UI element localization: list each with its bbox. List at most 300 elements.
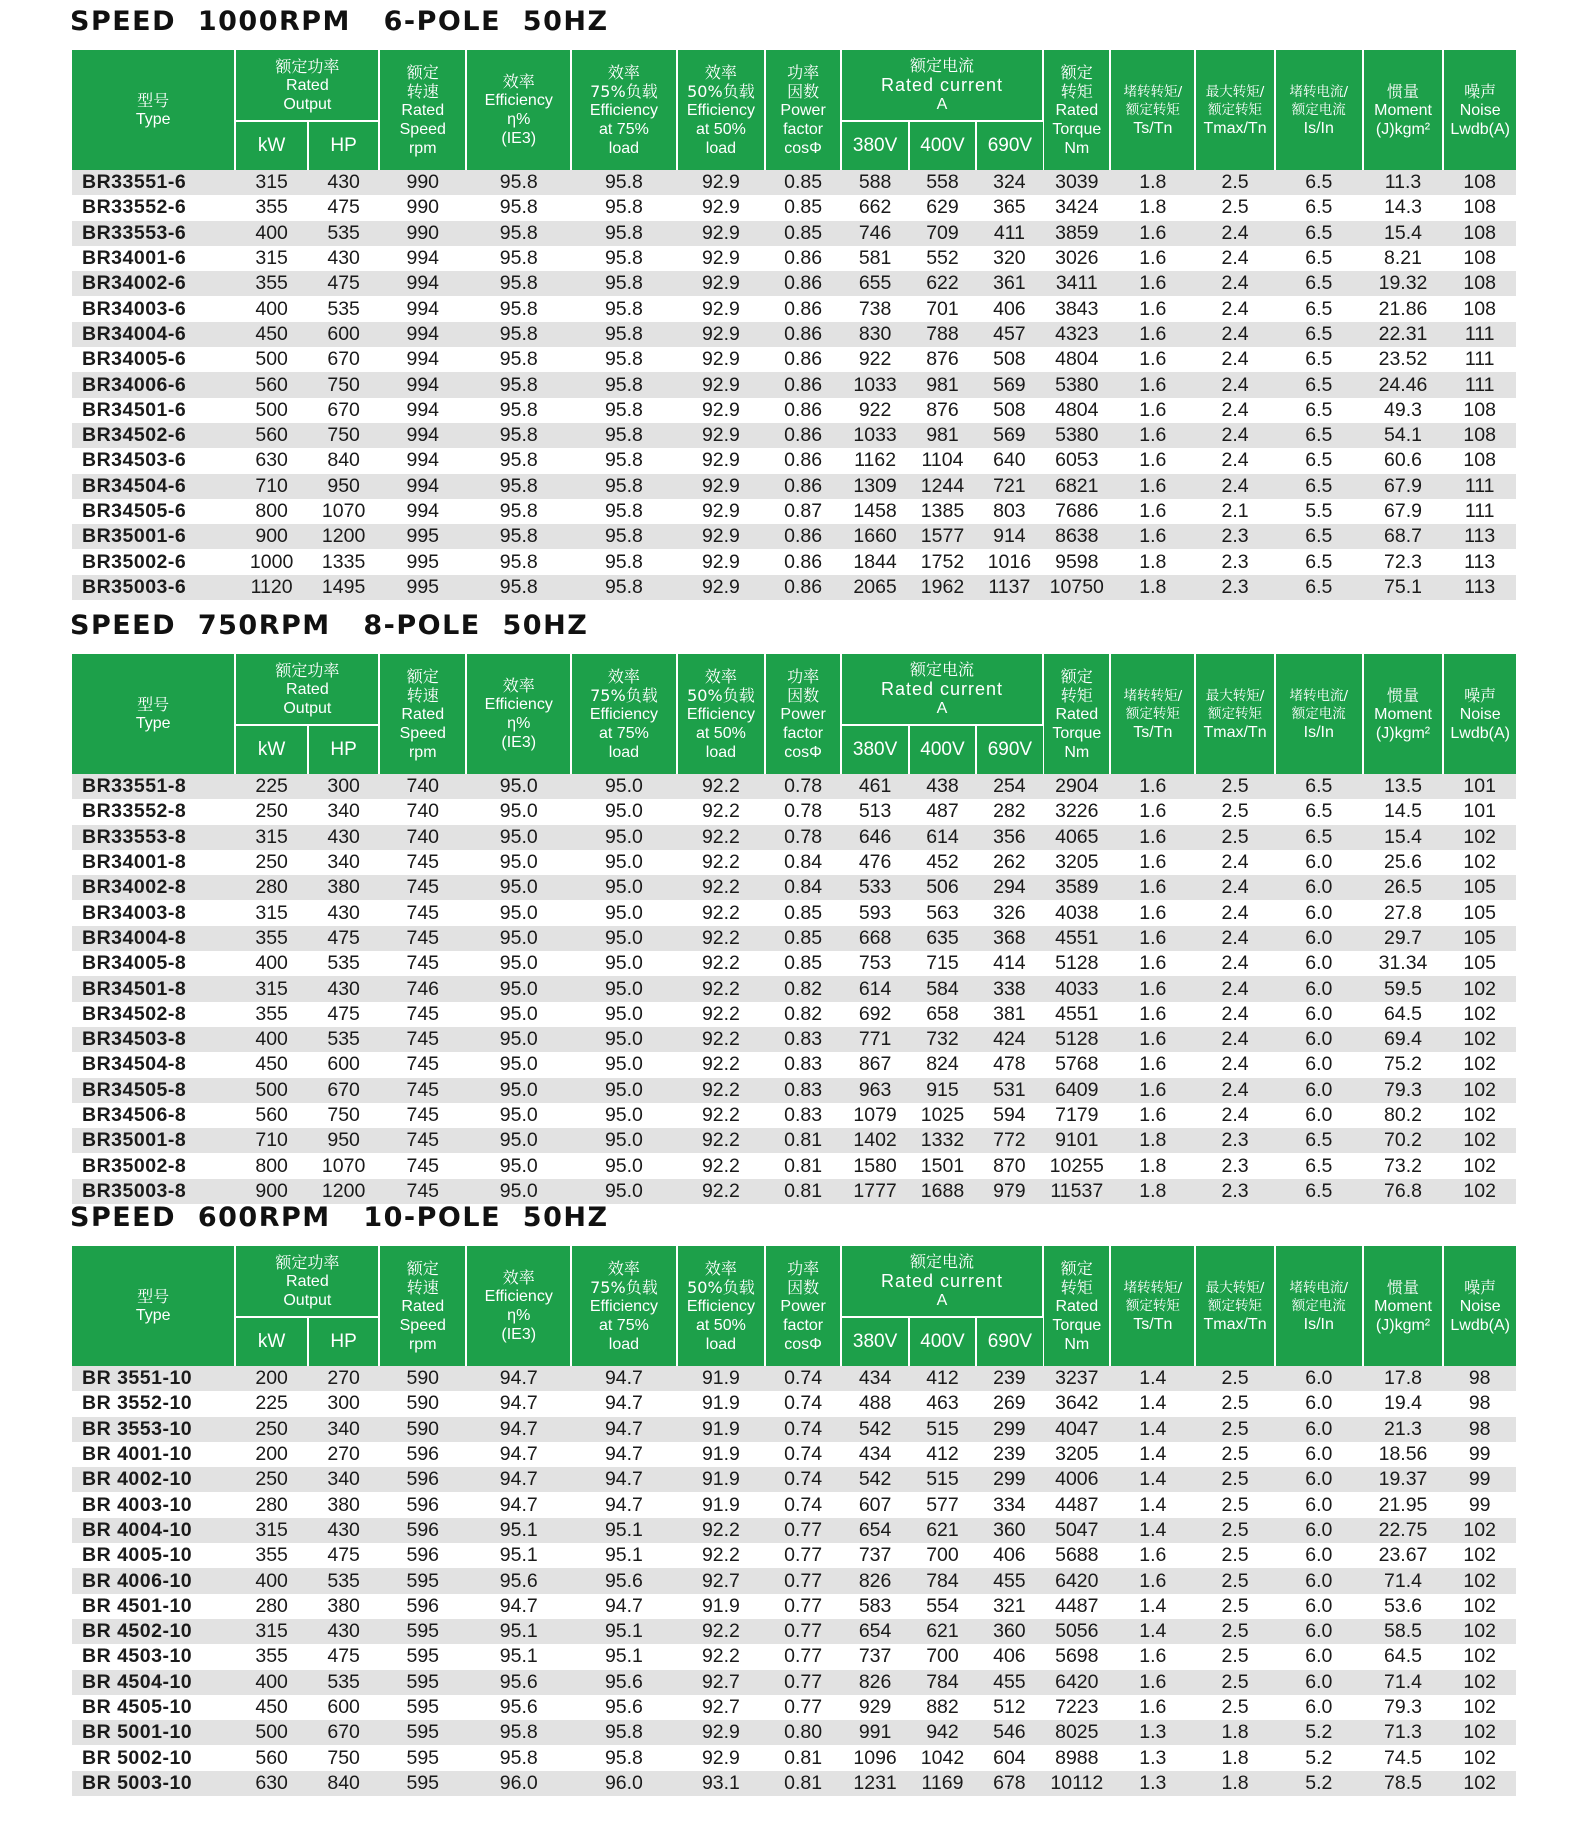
table-row [72,951,1516,976]
value-cell: 64.5 [1363,1002,1444,1027]
value-cell: 95.0 [466,825,571,850]
table-row [72,1492,1516,1517]
value-cell: 3843 [1043,296,1110,321]
value-cell: 92.9 [677,398,766,423]
value-cell: 92.2 [677,1027,766,1052]
spec-table [72,50,1516,600]
value-cell: 590 [379,1391,466,1416]
col-noise: 噪声 Noise Lwdb(A) [1443,50,1516,170]
table-header [72,50,1516,170]
value-cell: 92.9 [677,170,766,195]
value-cell: 250 [235,799,308,824]
value-cell: 95.8 [466,347,571,372]
value-cell: 239 [976,1366,1043,1391]
type-cell: BR34002-6 [72,271,235,296]
value-cell: 95.0 [466,1179,571,1204]
value-cell: 92.9 [677,575,766,600]
table-row [72,423,1516,448]
type-cell: BR35002-6 [72,549,235,574]
value-cell: 2.5 [1195,1492,1275,1517]
value-cell: 102 [1443,1543,1516,1568]
value-cell: 31.34 [1363,951,1444,976]
value-cell: 1070 [308,1153,379,1178]
value-cell: 2.1 [1195,499,1275,524]
value-cell: 26.5 [1363,875,1444,900]
value-cell: 2.4 [1195,398,1275,423]
value-cell: 225 [235,1391,308,1416]
value-cell: 0.85 [765,195,841,220]
value-cell: 745 [379,1103,466,1128]
value-cell: 1.4 [1110,1467,1195,1492]
value-cell: 430 [308,246,379,271]
value-cell: 406 [976,1644,1043,1669]
value-cell: 535 [308,1027,379,1052]
value-cell: 658 [909,1002,975,1027]
value-cell: 315 [235,170,308,195]
value-cell: 95.8 [466,372,571,397]
value-cell: 1169 [909,1771,975,1796]
value-cell: 745 [379,926,466,951]
value-cell: 0.74 [765,1467,841,1492]
value-cell: 10112 [1043,1771,1110,1796]
value-cell: 750 [308,1103,379,1128]
value-cell: 74.5 [1363,1745,1444,1770]
value-cell: 995 [379,524,466,549]
value-cell: 78.5 [1363,1771,1444,1796]
value-cell: 102 [1443,976,1516,1001]
value-cell: 1458 [841,499,909,524]
value-cell: 58.5 [1363,1619,1444,1644]
value-cell: 1025 [909,1103,975,1128]
value-cell: 701 [909,296,975,321]
col-hp: HP [308,121,379,170]
table-row [72,474,1516,499]
value-cell: 535 [308,296,379,321]
value-cell: 670 [308,1720,379,1745]
section-title: SPEED 1000RPM 6-POLE 50HZ [70,6,609,37]
value-cell: 19.4 [1363,1391,1444,1416]
table-row [72,1078,1516,1103]
value-cell: 25.6 [1363,850,1444,875]
value-cell: 2.5 [1195,1391,1275,1416]
col-eff-50: 效率 50%负载 Efficiency at 50% load [677,1246,766,1366]
value-cell: 200 [235,1366,308,1391]
value-cell: 108 [1443,246,1516,271]
col-eff-50: 效率 50%负载 Efficiency at 50% load [677,654,766,774]
col-is-in: 堵转电流/ 额定电流 Is/In [1275,1246,1363,1366]
value-cell: 338 [976,976,1043,1001]
table-row [72,850,1516,875]
value-cell: 882 [909,1695,975,1720]
value-cell: 1.4 [1110,1619,1195,1644]
type-cell: BR34005-8 [72,951,235,976]
value-cell: 746 [379,976,466,1001]
value-cell: 2.3 [1195,575,1275,600]
value-cell: 0.78 [765,799,841,824]
value-cell: 95.0 [466,976,571,1001]
value-cell: 14.5 [1363,799,1444,824]
value-cell: 2.5 [1195,774,1275,799]
value-cell: 19.37 [1363,1467,1444,1492]
value-cell: 6.0 [1275,1027,1363,1052]
value-cell: 2.4 [1195,900,1275,925]
value-cell: 1844 [841,549,909,574]
value-cell: 94.7 [466,1391,571,1416]
value-cell: 500 [235,347,308,372]
value-cell: 280 [235,1594,308,1619]
value-cell: 1.6 [1110,825,1195,850]
value-cell: 94.7 [571,1492,676,1517]
value-cell: 914 [976,524,1043,549]
value-cell: 990 [379,195,466,220]
value-cell: 95.8 [571,1720,676,1745]
value-cell: 94.7 [466,1467,571,1492]
table-row [72,398,1516,423]
value-cell: 400 [235,296,308,321]
value-cell: 0.77 [765,1568,841,1593]
value-cell: 745 [379,850,466,875]
value-cell: 6420 [1043,1670,1110,1695]
value-cell: 92.9 [677,1720,766,1745]
value-cell: 430 [308,825,379,850]
table-row [72,799,1516,824]
value-cell: 430 [308,1619,379,1644]
value-cell: 355 [235,926,308,951]
value-cell: 994 [379,423,466,448]
value-cell: 0.87 [765,499,841,524]
value-cell: 108 [1443,296,1516,321]
value-cell: 0.86 [765,271,841,296]
value-cell: 753 [841,951,909,976]
value-cell: 6.5 [1275,825,1363,850]
value-cell: 92.2 [677,1153,766,1178]
value-cell: 542 [841,1467,909,1492]
value-cell: 750 [308,423,379,448]
value-cell: 1.6 [1110,221,1195,246]
value-cell: 2904 [1043,774,1110,799]
value-cell: 4065 [1043,825,1110,850]
value-cell: 740 [379,774,466,799]
value-cell: 0.74 [765,1366,841,1391]
value-cell: 8.21 [1363,246,1444,271]
value-cell: 6.5 [1275,322,1363,347]
value-cell: 2.5 [1195,799,1275,824]
type-cell: BR34005-6 [72,347,235,372]
value-cell: 6.0 [1275,1594,1363,1619]
value-cell: 105 [1443,951,1516,976]
table-row [72,1366,1516,1391]
value-cell: 4323 [1043,322,1110,347]
value-cell: 102 [1443,1103,1516,1128]
value-cell: 92.2 [677,1518,766,1543]
value-cell: 6.0 [1275,1103,1363,1128]
value-cell: 299 [976,1417,1043,1442]
value-cell: 600 [308,1695,379,1720]
value-cell: 709 [909,221,975,246]
value-cell: 569 [976,372,1043,397]
section-title: SPEED 750RPM 8-POLE 50HZ [70,610,589,641]
value-cell: 98 [1443,1366,1516,1391]
value-cell: 315 [235,1518,308,1543]
value-cell: 595 [379,1670,466,1695]
type-cell: BR34503-8 [72,1027,235,1052]
value-cell: 315 [235,976,308,1001]
type-cell: BR34503-6 [72,448,235,473]
value-cell: 6.5 [1275,799,1363,824]
value-cell: 595 [379,1619,466,1644]
value-cell: 53.6 [1363,1594,1444,1619]
value-cell: 95.8 [571,524,676,549]
col-ts-tn: 堵转转矩/ 额定转矩 Ts/Tn [1110,50,1195,170]
table-row [72,1745,1516,1770]
value-cell: 1070 [308,499,379,524]
col-efficiency: 效率 Efficiency η% (IE3) [466,654,571,774]
value-cell: 320 [976,246,1043,271]
col-noise: 噪声 Noise Lwdb(A) [1443,654,1516,774]
value-cell: 942 [909,1720,975,1745]
value-cell: 0.74 [765,1492,841,1517]
value-cell: 92.9 [677,448,766,473]
value-cell: 2.4 [1195,322,1275,347]
table-header [72,1246,1516,1366]
value-cell: 700 [909,1543,975,1568]
value-cell: 95.8 [466,322,571,347]
type-cell: BR34003-6 [72,296,235,321]
value-cell: 772 [976,1128,1043,1153]
value-cell: 595 [379,1568,466,1593]
value-cell: 92.9 [677,499,766,524]
value-cell: 102 [1443,1153,1516,1178]
value-cell: 990 [379,170,466,195]
col-is-in: 堵转电流/ 额定电流 Is/In [1275,654,1363,774]
value-cell: 254 [976,774,1043,799]
value-cell: 1.6 [1110,1568,1195,1593]
table-row [72,1027,1516,1052]
value-cell: 3589 [1043,875,1110,900]
value-cell: 95.6 [466,1670,571,1695]
value-cell: 321 [976,1594,1043,1619]
value-cell: 2.4 [1195,1002,1275,1027]
value-cell: 0.74 [765,1442,841,1467]
value-cell: 995 [379,575,466,600]
value-cell: 994 [379,296,466,321]
value-cell: 929 [841,1695,909,1720]
table-row [72,1720,1516,1745]
value-cell: 5047 [1043,1518,1110,1543]
value-cell: 102 [1443,1027,1516,1052]
value-cell: 92.9 [677,347,766,372]
value-cell: 784 [909,1568,975,1593]
value-cell: 95.8 [571,246,676,271]
value-cell: 315 [235,246,308,271]
value-cell: 270 [308,1366,379,1391]
value-cell: 113 [1443,524,1516,549]
table-row [72,926,1516,951]
value-cell: 95.0 [571,875,676,900]
table-row [72,1467,1516,1492]
value-cell: 1.6 [1110,875,1195,900]
value-cell: 424 [976,1027,1043,1052]
value-cell: 98 [1443,1417,1516,1442]
spec-table [72,1246,1516,1796]
value-cell: 1.6 [1110,926,1195,951]
value-cell: 411 [976,221,1043,246]
value-cell: 7179 [1043,1103,1110,1128]
value-cell: 0.77 [765,1619,841,1644]
value-cell: 600 [308,322,379,347]
value-cell: 3859 [1043,221,1110,246]
value-cell: 450 [235,1052,308,1077]
type-cell: BR 3552-10 [72,1391,235,1416]
value-cell: 2065 [841,575,909,600]
value-cell: 0.74 [765,1417,841,1442]
value-cell: 621 [909,1619,975,1644]
value-cell: 590 [379,1366,466,1391]
value-cell: 0.86 [765,448,841,473]
value-cell: 300 [308,1391,379,1416]
value-cell: 692 [841,1002,909,1027]
value-cell: 29.7 [1363,926,1444,951]
value-cell: 0.85 [765,221,841,246]
type-cell: BR 5002-10 [72,1745,235,1770]
value-cell: 450 [235,1695,308,1720]
value-cell: 94.7 [571,1391,676,1416]
type-cell: BR35003-6 [72,575,235,600]
value-cell: 3424 [1043,195,1110,220]
value-cell: 111 [1443,322,1516,347]
value-cell: 8638 [1043,524,1110,549]
value-cell: 96.0 [571,1771,676,1796]
value-cell: 1495 [308,575,379,600]
value-cell: 430 [308,170,379,195]
value-cell: 4033 [1043,976,1110,1001]
value-cell: 95.0 [571,774,676,799]
value-cell: 2.5 [1195,1442,1275,1467]
col-ts-tn: 堵转转矩/ 额定转矩 Ts/Tn [1110,1246,1195,1366]
value-cell: 73.2 [1363,1153,1444,1178]
type-cell: BR33553-6 [72,221,235,246]
value-cell: 740 [379,825,466,850]
value-cell: 662 [841,195,909,220]
value-cell: 750 [308,372,379,397]
table-row [72,1128,1516,1153]
value-cell: 92.9 [677,1745,766,1770]
type-cell: BR34001-6 [72,246,235,271]
value-cell: 0.81 [765,1179,841,1204]
value-cell: 0.86 [765,296,841,321]
col-rated-output: 额定功率 Rated Output [235,1246,379,1317]
value-cell: 95.0 [466,1153,571,1178]
type-cell: BR33552-8 [72,799,235,824]
value-cell: 870 [976,1153,1043,1178]
value-cell: 6.0 [1275,900,1363,925]
value-cell: 2.5 [1195,1417,1275,1442]
value-cell: 430 [308,1518,379,1543]
col-kw: kW [235,121,308,170]
value-cell: 0.77 [765,1644,841,1669]
value-cell: 6.5 [1275,575,1363,600]
value-cell: 96.0 [466,1771,571,1796]
value-cell: 771 [841,1027,909,1052]
value-cell: 0.83 [765,1078,841,1103]
table-body [72,170,1516,600]
value-cell: 981 [909,372,975,397]
value-cell: 412 [909,1366,975,1391]
value-cell: 59.5 [1363,976,1444,1001]
type-cell: BR34501-6 [72,398,235,423]
value-cell: 922 [841,398,909,423]
value-cell: 500 [235,1078,308,1103]
value-cell: 270 [308,1442,379,1467]
value-cell: 0.86 [765,524,841,549]
value-cell: 1.6 [1110,423,1195,448]
value-cell: 950 [308,474,379,499]
value-cell: 430 [308,900,379,925]
value-cell: 2.4 [1195,448,1275,473]
value-cell: 900 [235,1179,308,1204]
value-cell: 5.5 [1275,499,1363,524]
value-cell: 280 [235,1492,308,1517]
value-cell: 5.2 [1275,1745,1363,1770]
value-cell: 463 [909,1391,975,1416]
value-cell: 994 [379,322,466,347]
value-cell: 300 [308,774,379,799]
type-cell: BR34505-8 [72,1078,235,1103]
value-cell: 577 [909,1492,975,1517]
value-cell: 1.6 [1110,296,1195,321]
value-cell: 455 [976,1670,1043,1695]
value-cell: 71.4 [1363,1670,1444,1695]
value-cell: 1000 [235,549,308,574]
value-cell: 10750 [1043,575,1110,600]
value-cell: 60.6 [1363,448,1444,473]
value-cell: 108 [1443,271,1516,296]
value-cell: 640 [976,448,1043,473]
type-cell: BR34006-6 [72,372,235,397]
value-cell: 95.8 [571,423,676,448]
col-rated-torque: 额定 转矩 Rated Torque Nm [1043,654,1110,774]
value-cell: 95.1 [571,1518,676,1543]
value-cell: 0.77 [765,1518,841,1543]
value-cell: 1120 [235,575,308,600]
value-cell: 92.2 [677,1619,766,1644]
table-row [72,1391,1516,1416]
value-cell: 22.31 [1363,322,1444,347]
col-power-factor: 功率 因数 Power factor cosΦ [765,1246,841,1366]
value-cell: 360 [976,1518,1043,1543]
col-kw: kW [235,1317,308,1366]
value-cell: 95.0 [571,900,676,925]
table-row [72,524,1516,549]
value-cell: 670 [308,398,379,423]
value-cell: 102 [1443,1670,1516,1695]
value-cell: 990 [379,221,466,246]
value-cell: 7686 [1043,499,1110,524]
value-cell: 0.84 [765,850,841,875]
value-cell: 542 [841,1417,909,1442]
value-cell: 6.0 [1275,875,1363,900]
value-cell: 92.2 [677,1078,766,1103]
value-cell: 92.2 [677,799,766,824]
value-cell: 250 [235,850,308,875]
value-cell: 622 [909,271,975,296]
type-cell: BR 4501-10 [72,1594,235,1619]
value-cell: 92.9 [677,322,766,347]
value-cell: 621 [909,1518,975,1543]
value-cell: 994 [379,347,466,372]
value-cell: 1962 [909,575,975,600]
value-cell: 1.6 [1110,774,1195,799]
